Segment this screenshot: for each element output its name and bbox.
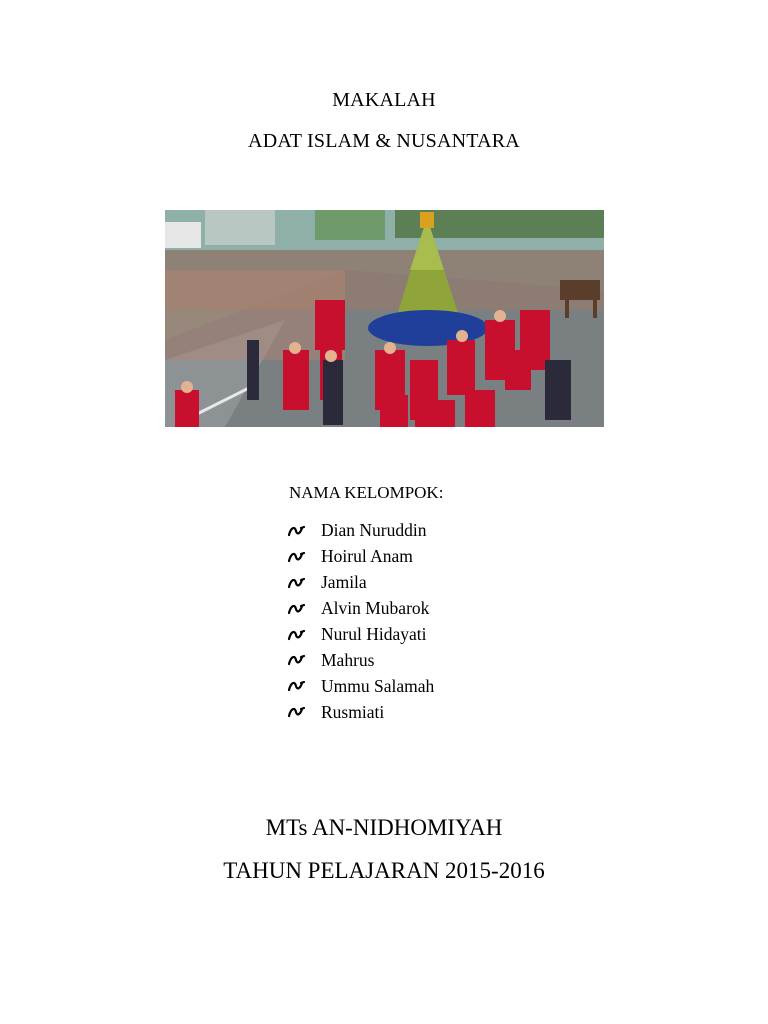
group-members-heading: NAMA KELOMPOK:	[289, 483, 444, 502]
academic-year: TAHUN PELAJARAN 2015-2016	[223, 858, 545, 883]
list-item	[287, 673, 434, 699]
swirl-bullet-icon	[287, 679, 307, 693]
list-item	[287, 647, 434, 673]
document-subtitle: ADAT ISLAM & NUSANTARA	[248, 130, 520, 152]
list-item	[287, 622, 434, 648]
swirl-bullet-icon	[287, 576, 307, 590]
swirl-bullet-icon	[287, 550, 307, 564]
school-name: MTs AN-NIDHOMIYAH	[265, 815, 503, 840]
document-title: MAKALAH	[332, 89, 436, 111]
swirl-bullet-icon	[287, 524, 307, 538]
list-item	[287, 544, 434, 570]
member-name: Nurul Hidayati	[321, 624, 427, 644]
list-item	[287, 518, 434, 544]
member-name: Jamila	[321, 572, 367, 593]
swirl-bullet-icon	[287, 602, 307, 616]
swirl-bullet-icon	[287, 705, 307, 719]
list-item	[287, 570, 434, 596]
member-name: Rusmiati	[321, 701, 385, 722]
member-name: Alvin Mubarok	[321, 598, 430, 619]
member-name: Hoirul Anam	[321, 546, 413, 567]
member-list	[287, 518, 434, 725]
list-item	[287, 699, 434, 725]
swirl-bullet-icon	[287, 653, 307, 667]
member-name: Ummu Salamah	[321, 675, 435, 696]
list-item	[287, 596, 434, 622]
member-name: Mahrus	[321, 649, 375, 670]
cover-photo	[165, 210, 604, 427]
swirl-bullet-icon	[287, 628, 307, 642]
member-name: Dian Nuruddin	[321, 520, 427, 541]
